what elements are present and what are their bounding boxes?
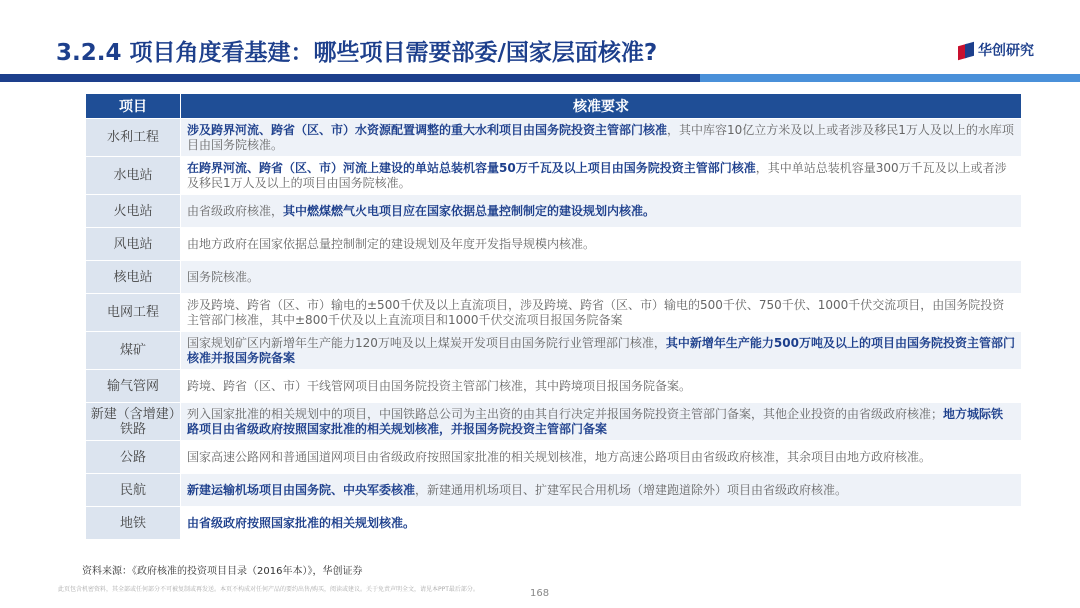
- project-name-cell: 新建（含增建）铁路: [86, 403, 181, 441]
- table-row: [86, 261, 1022, 294]
- requirement-cell: [181, 119, 1022, 157]
- logo-text: 华创研究: [978, 43, 1034, 59]
- table-row: [86, 294, 1022, 332]
- approval-table: [85, 93, 1022, 540]
- highlighted-text: 其中新增年生产能力500万吨及以上的项目由国务院投资主管部门核准并报国务院备案: [187, 335, 1015, 365]
- highlighted-text: 其中燃煤燃气火电项目应在国家依据总量控制制定的建设规划内核准。: [283, 203, 656, 218]
- requirement-cell: [181, 195, 1022, 228]
- project-name-cell: 煤矿: [86, 332, 181, 370]
- table-row: [86, 507, 1022, 540]
- requirement-cell: [181, 157, 1022, 195]
- page-number: 168: [530, 588, 550, 599]
- table-row: [86, 441, 1022, 474]
- requirement-text: 由地方政府在国家依据总量控制制定的建设规划及年度开发指导规模内核准。: [187, 236, 596, 251]
- project-name-cell: 火电站: [86, 195, 181, 228]
- requirement-cell: [181, 370, 1022, 403]
- project-name-cell: 电网工程: [86, 294, 181, 332]
- requirement-text: 国务院核准。: [187, 269, 260, 284]
- table-row: [86, 119, 1022, 157]
- requirement-text: 国家规划矿区内新增年生产能力120万吨及以上煤炭开发项目由国务院行业管理部门核准，: [187, 335, 666, 350]
- requirement-cell: [181, 403, 1022, 441]
- table-row: [86, 332, 1022, 370]
- header-divider-bar: [0, 74, 1080, 82]
- source-note: 资料来源：《政府核准的投资项目目录（2016年本）》，华创证券: [82, 566, 363, 577]
- requirement-cell: [181, 507, 1022, 540]
- highlighted-text: 在跨界河流、跨省（区、市）河流上建设的单站总装机容量50万千瓦及以上项目由国务院投资主管部门核准: [187, 160, 756, 175]
- requirement-text: 由省级政府核准，: [187, 203, 284, 218]
- requirement-cell: [181, 261, 1022, 294]
- highlighted-text: 涉及跨界河流、跨省（区、市）水资源配置调整的重大水利项目由国务院投资主管部门核准: [187, 122, 668, 137]
- highlighted-text: 由省级政府按照国家批准的相关规划核准。: [187, 515, 416, 530]
- highlighted-text: 地方城际铁路项目由省级政府按照国家批准的相关规划核准，并报国务院投资主管部门备案: [187, 406, 1004, 436]
- project-name-cell: 地铁: [86, 507, 181, 540]
- table-row: [86, 370, 1022, 403]
- logo-icon: [958, 41, 974, 59]
- project-name-cell: 风电站: [86, 228, 181, 261]
- requirement-cell: [181, 474, 1022, 507]
- project-name-cell: 核电站: [86, 261, 181, 294]
- requirement-text: ，其中单站总装机容量300万千瓦及以上或者涉及移民1万人及以上的项目由国务院核准。: [187, 160, 1007, 190]
- table-row: [86, 403, 1022, 441]
- page-title: 3.2.4 项目角度看基建：哪些项目需要部委/国家层面核准?: [56, 40, 658, 66]
- requirement-text: 国家高速公路网和普通国道网项目由省级政府按照国家批准的相关规划核准，地方高速公路项目由省级政府核准，其余项目由地方政府核准。: [187, 449, 932, 464]
- project-name-cell: 公路: [86, 441, 181, 474]
- column-header-requirement: 核准要求: [181, 94, 1022, 119]
- requirement-cell: [181, 228, 1022, 261]
- company-logo: [958, 40, 1034, 60]
- requirement-cell: [181, 294, 1022, 332]
- requirement-text: 列入国家批准的相关规划中的项目，中国铁路总公司为主出资的由其自行决定并报国务院投资主管部门备案，其他企业投资的由省级政府核准；: [187, 406, 944, 421]
- requirement-text: 涉及跨境、跨省（区、市）输电的±500千伏及以上直流项目，涉及跨境、跨省（区、市）输电的500千伏、750千伏、1000千伏交流项目，由国务院投资主管部门核准，其中±800千伏及以上直流项目和1000千伏交流项目报国务院备案: [187, 297, 1005, 327]
- project-name-cell: 民航: [86, 474, 181, 507]
- table-row: [86, 474, 1022, 507]
- requirement-text: ，新建通用机场项目、扩建军民合用机场（增建跑道除外）项目由省级政府核准。: [415, 482, 848, 497]
- requirement-text: 跨境、跨省（区、市）干线管网项目由国务院投资主管部门核准，其中跨境项目报国务院备案。: [187, 378, 692, 393]
- table-row: [86, 157, 1022, 195]
- requirement-text: ，其中库容10亿立方米及以上或者涉及移民1万人及以上的水库项目由国务院核准。: [187, 122, 1014, 152]
- column-header-project: 项目: [86, 94, 181, 119]
- table-row: [86, 195, 1022, 228]
- project-name-cell: 水利工程: [86, 119, 181, 157]
- table-row: [86, 228, 1022, 261]
- requirement-cell: [181, 332, 1022, 370]
- requirement-cell: [181, 441, 1022, 474]
- disclaimer: 此页包含机密资料，其全部或任何部分不可被复制或再发送。本页不构成对任何产品的要约出售/购买，阅读或建议。关于免责声明全文，请见本PPT最后部分。: [58, 586, 479, 593]
- project-name-cell: 输气管网: [86, 370, 181, 403]
- project-name-cell: 水电站: [86, 157, 181, 195]
- highlighted-text: 新建运输机场项目由国务院、中央军委核准: [187, 482, 416, 497]
